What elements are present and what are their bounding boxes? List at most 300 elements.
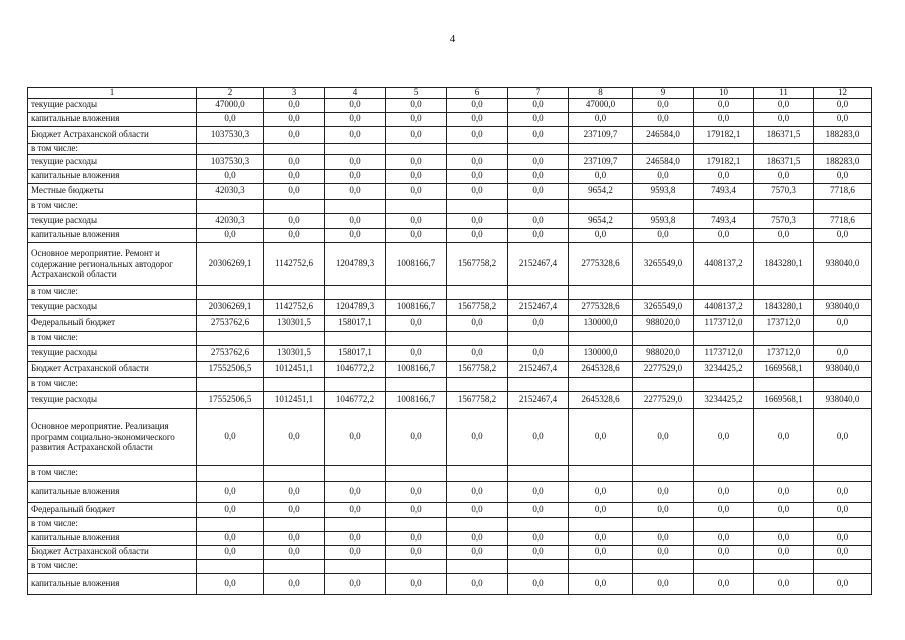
value-cell bbox=[633, 377, 694, 391]
row-label: в том числе: bbox=[28, 143, 197, 154]
value-cell: 0,0 bbox=[814, 408, 872, 465]
value-cell: 0,0 bbox=[264, 408, 325, 465]
value-cell: 0,0 bbox=[325, 502, 386, 517]
value-cell bbox=[325, 377, 386, 391]
value-cell bbox=[754, 559, 814, 573]
value-cell bbox=[633, 559, 694, 573]
value-cell: 0,0 bbox=[508, 228, 569, 242]
row-label: капитальные вложения bbox=[28, 573, 197, 594]
value-cell: 0,0 bbox=[814, 531, 872, 545]
table-row bbox=[28, 361, 872, 377]
value-cell bbox=[386, 377, 447, 391]
value-cell bbox=[508, 331, 569, 345]
column-header: 8 bbox=[569, 88, 633, 99]
value-cell: 0,0 bbox=[569, 502, 633, 517]
value-cell: 9593,8 bbox=[633, 213, 694, 228]
value-cell: 0,0 bbox=[447, 573, 508, 594]
value-cell: 7570,3 bbox=[754, 213, 814, 228]
table-row bbox=[28, 331, 872, 345]
value-cell: 0,0 bbox=[197, 502, 264, 517]
value-cell: 0,0 bbox=[386, 169, 447, 183]
table-row bbox=[28, 285, 872, 299]
value-cell bbox=[447, 285, 508, 299]
value-cell: 47000,0 bbox=[197, 98, 264, 112]
value-cell: 0,0 bbox=[694, 98, 754, 112]
value-cell: 130000,0 bbox=[569, 315, 633, 331]
table-row bbox=[28, 481, 872, 502]
value-cell: 0,0 bbox=[264, 154, 325, 169]
value-cell bbox=[264, 377, 325, 391]
row-label: текущие расходы bbox=[28, 299, 197, 315]
column-header: 1 bbox=[28, 88, 197, 99]
value-cell: 0,0 bbox=[814, 169, 872, 183]
value-cell: 0,0 bbox=[569, 228, 633, 242]
value-cell: 0,0 bbox=[264, 126, 325, 143]
value-cell bbox=[264, 465, 325, 481]
value-cell bbox=[386, 143, 447, 154]
value-cell: 0,0 bbox=[814, 481, 872, 502]
value-cell: 158017,1 bbox=[325, 345, 386, 361]
value-cell: 0,0 bbox=[447, 112, 508, 126]
table-row bbox=[28, 183, 872, 199]
value-cell: 17552506,5 bbox=[197, 361, 264, 377]
value-cell: 7718,6 bbox=[814, 183, 872, 199]
value-cell: 0,0 bbox=[264, 112, 325, 126]
row-label: Основное мероприятие. Реализация программ социально-экономического развития Астраханской области bbox=[28, 408, 197, 465]
table-row bbox=[28, 228, 872, 242]
value-cell: 1046772,2 bbox=[325, 391, 386, 408]
value-cell bbox=[508, 377, 569, 391]
row-label: капитальные вложения bbox=[28, 112, 197, 126]
value-cell bbox=[197, 559, 264, 573]
value-cell: 0,0 bbox=[386, 408, 447, 465]
row-label: текущие расходы bbox=[28, 98, 197, 112]
value-cell: 0,0 bbox=[386, 545, 447, 559]
table-row bbox=[28, 315, 872, 331]
value-cell bbox=[386, 285, 447, 299]
value-cell bbox=[754, 199, 814, 213]
value-cell: 246584,0 bbox=[633, 154, 694, 169]
value-cell: 0,0 bbox=[325, 481, 386, 502]
value-cell: 130000,0 bbox=[569, 345, 633, 361]
value-cell bbox=[633, 331, 694, 345]
value-cell: 0,0 bbox=[814, 502, 872, 517]
value-cell bbox=[264, 559, 325, 573]
value-cell: 1204789,3 bbox=[325, 242, 386, 285]
value-cell bbox=[694, 377, 754, 391]
value-cell: 0,0 bbox=[325, 126, 386, 143]
value-cell bbox=[264, 331, 325, 345]
value-cell: 0,0 bbox=[633, 408, 694, 465]
value-cell: 988020,0 bbox=[633, 345, 694, 361]
value-cell bbox=[197, 517, 264, 531]
value-cell: 2645328,6 bbox=[569, 361, 633, 377]
value-cell bbox=[447, 143, 508, 154]
value-cell: 0,0 bbox=[325, 408, 386, 465]
value-cell bbox=[569, 331, 633, 345]
value-cell bbox=[508, 143, 569, 154]
value-cell: 0,0 bbox=[447, 213, 508, 228]
row-label: в том числе: bbox=[28, 377, 197, 391]
value-cell bbox=[694, 143, 754, 154]
value-cell: 0,0 bbox=[814, 545, 872, 559]
value-cell: 0,0 bbox=[447, 183, 508, 199]
value-cell: 237109,7 bbox=[569, 126, 633, 143]
value-cell: 0,0 bbox=[508, 502, 569, 517]
table-row bbox=[28, 517, 872, 531]
value-cell: 2753762,6 bbox=[197, 345, 264, 361]
value-cell bbox=[386, 517, 447, 531]
value-cell: 0,0 bbox=[197, 481, 264, 502]
value-cell: 0,0 bbox=[569, 531, 633, 545]
value-cell: 4408137,2 bbox=[694, 299, 754, 315]
column-header: 4 bbox=[325, 88, 386, 99]
value-cell bbox=[754, 285, 814, 299]
value-cell: 20306269,1 bbox=[197, 242, 264, 285]
value-cell: 0,0 bbox=[386, 213, 447, 228]
row-label: капитальные вложения bbox=[28, 481, 197, 502]
value-cell: 0,0 bbox=[694, 408, 754, 465]
value-cell: 0,0 bbox=[633, 531, 694, 545]
value-cell: 0,0 bbox=[508, 183, 569, 199]
value-cell: 0,0 bbox=[325, 228, 386, 242]
row-label: Бюджет Астраханской области bbox=[28, 361, 197, 377]
value-cell bbox=[447, 331, 508, 345]
value-cell bbox=[325, 465, 386, 481]
table-row bbox=[28, 299, 872, 315]
value-cell: 0,0 bbox=[386, 154, 447, 169]
value-cell bbox=[447, 559, 508, 573]
row-label: в том числе: bbox=[28, 199, 197, 213]
row-label: капитальные вложения bbox=[28, 531, 197, 545]
column-header: 10 bbox=[694, 88, 754, 99]
value-cell bbox=[325, 331, 386, 345]
table-row bbox=[28, 213, 872, 228]
value-cell: 2277529,0 bbox=[633, 391, 694, 408]
value-cell bbox=[694, 517, 754, 531]
table-row bbox=[28, 408, 872, 465]
value-cell: 0,0 bbox=[386, 502, 447, 517]
value-cell: 0,0 bbox=[264, 213, 325, 228]
value-cell: 9654,2 bbox=[569, 213, 633, 228]
value-cell: 188283,0 bbox=[814, 126, 872, 143]
value-cell: 0,0 bbox=[508, 481, 569, 502]
value-cell: 1567758,2 bbox=[447, 361, 508, 377]
value-cell: 3265549,0 bbox=[633, 299, 694, 315]
value-cell bbox=[754, 465, 814, 481]
value-cell: 2152467,4 bbox=[508, 242, 569, 285]
value-cell: 0,0 bbox=[694, 502, 754, 517]
value-cell bbox=[325, 517, 386, 531]
column-header: 12 bbox=[814, 88, 872, 99]
table-row bbox=[28, 126, 872, 143]
value-cell bbox=[694, 199, 754, 213]
value-cell: 0,0 bbox=[386, 315, 447, 331]
value-cell bbox=[754, 517, 814, 531]
value-cell: 2152467,4 bbox=[508, 391, 569, 408]
value-cell bbox=[197, 331, 264, 345]
value-cell: 2277529,0 bbox=[633, 361, 694, 377]
value-cell bbox=[633, 465, 694, 481]
value-cell: 0,0 bbox=[754, 228, 814, 242]
table-row bbox=[28, 112, 872, 126]
value-cell: 1008166,7 bbox=[386, 242, 447, 285]
table-row bbox=[28, 377, 872, 391]
value-cell: 0,0 bbox=[447, 545, 508, 559]
value-cell bbox=[569, 199, 633, 213]
value-cell: 179182,1 bbox=[694, 154, 754, 169]
value-cell: 0,0 bbox=[447, 502, 508, 517]
value-cell: 0,0 bbox=[325, 573, 386, 594]
value-cell: 0,0 bbox=[386, 573, 447, 594]
table-row bbox=[28, 502, 872, 517]
value-cell bbox=[386, 465, 447, 481]
value-cell: 0,0 bbox=[447, 345, 508, 361]
value-cell: 0,0 bbox=[633, 545, 694, 559]
value-cell bbox=[633, 517, 694, 531]
value-cell bbox=[508, 465, 569, 481]
value-cell: 0,0 bbox=[264, 228, 325, 242]
row-label: в том числе: bbox=[28, 559, 197, 573]
column-header: 6 bbox=[447, 88, 508, 99]
value-cell: 1046772,2 bbox=[325, 361, 386, 377]
value-cell: 0,0 bbox=[325, 154, 386, 169]
value-cell: 0,0 bbox=[197, 228, 264, 242]
value-cell: 0,0 bbox=[386, 98, 447, 112]
value-cell: 1012451,1 bbox=[264, 391, 325, 408]
value-cell: 0,0 bbox=[508, 545, 569, 559]
value-cell: 0,0 bbox=[264, 531, 325, 545]
value-cell: 0,0 bbox=[386, 481, 447, 502]
value-cell bbox=[633, 285, 694, 299]
value-cell: 179182,1 bbox=[694, 126, 754, 143]
value-cell bbox=[569, 559, 633, 573]
value-cell: 42030,3 bbox=[197, 213, 264, 228]
value-cell: 0,0 bbox=[508, 345, 569, 361]
value-cell: 0,0 bbox=[754, 531, 814, 545]
value-cell bbox=[508, 517, 569, 531]
value-cell: 0,0 bbox=[447, 531, 508, 545]
value-cell: 0,0 bbox=[325, 213, 386, 228]
value-cell: 0,0 bbox=[754, 502, 814, 517]
value-cell bbox=[569, 465, 633, 481]
value-cell bbox=[814, 517, 872, 531]
value-cell: 3234425,2 bbox=[694, 391, 754, 408]
value-cell: 0,0 bbox=[197, 545, 264, 559]
column-header: 3 bbox=[264, 88, 325, 99]
value-cell: 0,0 bbox=[814, 345, 872, 361]
value-cell: 3265549,0 bbox=[633, 242, 694, 285]
value-cell: 0,0 bbox=[386, 345, 447, 361]
value-cell bbox=[814, 465, 872, 481]
table-row bbox=[28, 169, 872, 183]
value-cell: 0,0 bbox=[325, 98, 386, 112]
value-cell bbox=[264, 517, 325, 531]
value-cell: 0,0 bbox=[447, 98, 508, 112]
value-cell: 0,0 bbox=[694, 228, 754, 242]
budget-table bbox=[27, 87, 872, 595]
value-cell: 0,0 bbox=[508, 154, 569, 169]
value-cell bbox=[325, 559, 386, 573]
value-cell: 0,0 bbox=[508, 169, 569, 183]
row-label: в том числе: bbox=[28, 331, 197, 345]
table-row bbox=[28, 465, 872, 481]
value-cell: 47000,0 bbox=[569, 98, 633, 112]
value-cell: 0,0 bbox=[508, 531, 569, 545]
value-cell bbox=[633, 143, 694, 154]
value-cell: 0,0 bbox=[508, 126, 569, 143]
value-cell: 1037530,3 bbox=[197, 154, 264, 169]
value-cell: 158017,1 bbox=[325, 315, 386, 331]
value-cell: 1008166,7 bbox=[386, 361, 447, 377]
value-cell: 3234425,2 bbox=[694, 361, 754, 377]
value-cell bbox=[754, 143, 814, 154]
value-cell: 0,0 bbox=[754, 481, 814, 502]
value-cell: 1567758,2 bbox=[447, 242, 508, 285]
value-cell bbox=[197, 143, 264, 154]
value-cell: 2775328,6 bbox=[569, 299, 633, 315]
column-header: 2 bbox=[197, 88, 264, 99]
value-cell: 0,0 bbox=[508, 112, 569, 126]
value-cell: 2152467,4 bbox=[508, 299, 569, 315]
value-cell bbox=[694, 285, 754, 299]
value-cell: 0,0 bbox=[633, 112, 694, 126]
table-row bbox=[28, 545, 872, 559]
value-cell: 0,0 bbox=[694, 573, 754, 594]
column-header: 11 bbox=[754, 88, 814, 99]
value-cell bbox=[754, 331, 814, 345]
value-cell: 0,0 bbox=[447, 228, 508, 242]
value-cell bbox=[569, 517, 633, 531]
value-cell: 0,0 bbox=[197, 573, 264, 594]
column-header: 9 bbox=[633, 88, 694, 99]
table-row bbox=[28, 199, 872, 213]
row-label: текущие расходы bbox=[28, 154, 197, 169]
value-cell: 1008166,7 bbox=[386, 299, 447, 315]
value-cell bbox=[814, 377, 872, 391]
value-cell: 1843280,1 bbox=[754, 299, 814, 315]
value-cell: 2645328,6 bbox=[569, 391, 633, 408]
table-row bbox=[28, 154, 872, 169]
table-row bbox=[28, 345, 872, 361]
value-cell: 988020,0 bbox=[633, 315, 694, 331]
value-cell: 0,0 bbox=[814, 112, 872, 126]
value-cell: 1204789,3 bbox=[325, 299, 386, 315]
value-cell: 0,0 bbox=[633, 169, 694, 183]
value-cell: 0,0 bbox=[814, 228, 872, 242]
value-cell bbox=[633, 199, 694, 213]
value-cell: 0,0 bbox=[447, 315, 508, 331]
value-cell: 1843280,1 bbox=[754, 242, 814, 285]
row-label: Федеральный бюджет bbox=[28, 502, 197, 517]
value-cell: 0,0 bbox=[569, 481, 633, 502]
value-cell: 1669568,1 bbox=[754, 361, 814, 377]
value-cell: 0,0 bbox=[694, 531, 754, 545]
value-cell: 0,0 bbox=[197, 169, 264, 183]
value-cell: 7493,4 bbox=[694, 183, 754, 199]
value-cell: 1669568,1 bbox=[754, 391, 814, 408]
value-cell bbox=[264, 143, 325, 154]
value-cell: 0,0 bbox=[508, 213, 569, 228]
value-cell: 0,0 bbox=[264, 169, 325, 183]
value-cell: 0,0 bbox=[386, 112, 447, 126]
value-cell bbox=[325, 285, 386, 299]
value-cell: 188283,0 bbox=[814, 154, 872, 169]
value-cell bbox=[814, 559, 872, 573]
value-cell: 186371,5 bbox=[754, 154, 814, 169]
table-row bbox=[28, 559, 872, 573]
value-cell bbox=[508, 559, 569, 573]
value-cell: 0,0 bbox=[569, 408, 633, 465]
value-cell: 0,0 bbox=[386, 228, 447, 242]
value-cell bbox=[325, 199, 386, 213]
row-label: капитальные вложения bbox=[28, 169, 197, 183]
value-cell: 0,0 bbox=[694, 112, 754, 126]
value-cell: 173712,0 bbox=[754, 345, 814, 361]
row-label: Основное мероприятие. Ремонт и содержание региональных автодорог Астраханской области bbox=[28, 242, 197, 285]
value-cell: 0,0 bbox=[447, 126, 508, 143]
page-number: 4 bbox=[449, 33, 456, 45]
row-label: Федеральный бюджет bbox=[28, 315, 197, 331]
value-cell bbox=[386, 199, 447, 213]
value-cell: 130301,5 bbox=[264, 345, 325, 361]
value-cell: 237109,7 bbox=[569, 154, 633, 169]
value-cell bbox=[447, 377, 508, 391]
value-cell: 0,0 bbox=[508, 408, 569, 465]
value-cell: 0,0 bbox=[447, 408, 508, 465]
value-cell: 0,0 bbox=[264, 481, 325, 502]
value-cell: 7570,3 bbox=[754, 183, 814, 199]
header-row bbox=[28, 88, 872, 99]
value-cell bbox=[197, 465, 264, 481]
value-cell bbox=[569, 143, 633, 154]
value-cell: 1567758,2 bbox=[447, 299, 508, 315]
value-cell: 0,0 bbox=[633, 228, 694, 242]
value-cell: 0,0 bbox=[264, 545, 325, 559]
value-cell: 0,0 bbox=[447, 481, 508, 502]
value-cell: 0,0 bbox=[386, 183, 447, 199]
value-cell: 1037530,3 bbox=[197, 126, 264, 143]
value-cell: 0,0 bbox=[325, 531, 386, 545]
value-cell bbox=[447, 465, 508, 481]
value-cell: 0,0 bbox=[814, 98, 872, 112]
value-cell: 2775328,6 bbox=[569, 242, 633, 285]
value-cell: 1008166,7 bbox=[386, 391, 447, 408]
table-row bbox=[28, 98, 872, 112]
row-label: Бюджет Астраханской области bbox=[28, 545, 197, 559]
value-cell: 0,0 bbox=[694, 169, 754, 183]
value-cell: 0,0 bbox=[197, 112, 264, 126]
value-cell: 0,0 bbox=[447, 154, 508, 169]
value-cell bbox=[694, 331, 754, 345]
value-cell: 0,0 bbox=[386, 126, 447, 143]
value-cell: 0,0 bbox=[197, 408, 264, 465]
value-cell: 186371,5 bbox=[754, 126, 814, 143]
value-cell: 0,0 bbox=[633, 573, 694, 594]
value-cell: 0,0 bbox=[754, 408, 814, 465]
value-cell: 0,0 bbox=[754, 112, 814, 126]
value-cell bbox=[754, 377, 814, 391]
table-row bbox=[28, 391, 872, 408]
value-cell: 246584,0 bbox=[633, 126, 694, 143]
value-cell: 938040,0 bbox=[814, 242, 872, 285]
value-cell: 1012451,1 bbox=[264, 361, 325, 377]
value-cell bbox=[569, 377, 633, 391]
value-cell bbox=[814, 331, 872, 345]
value-cell: 130301,5 bbox=[264, 315, 325, 331]
column-header: 5 bbox=[386, 88, 447, 99]
row-label: текущие расходы bbox=[28, 391, 197, 408]
